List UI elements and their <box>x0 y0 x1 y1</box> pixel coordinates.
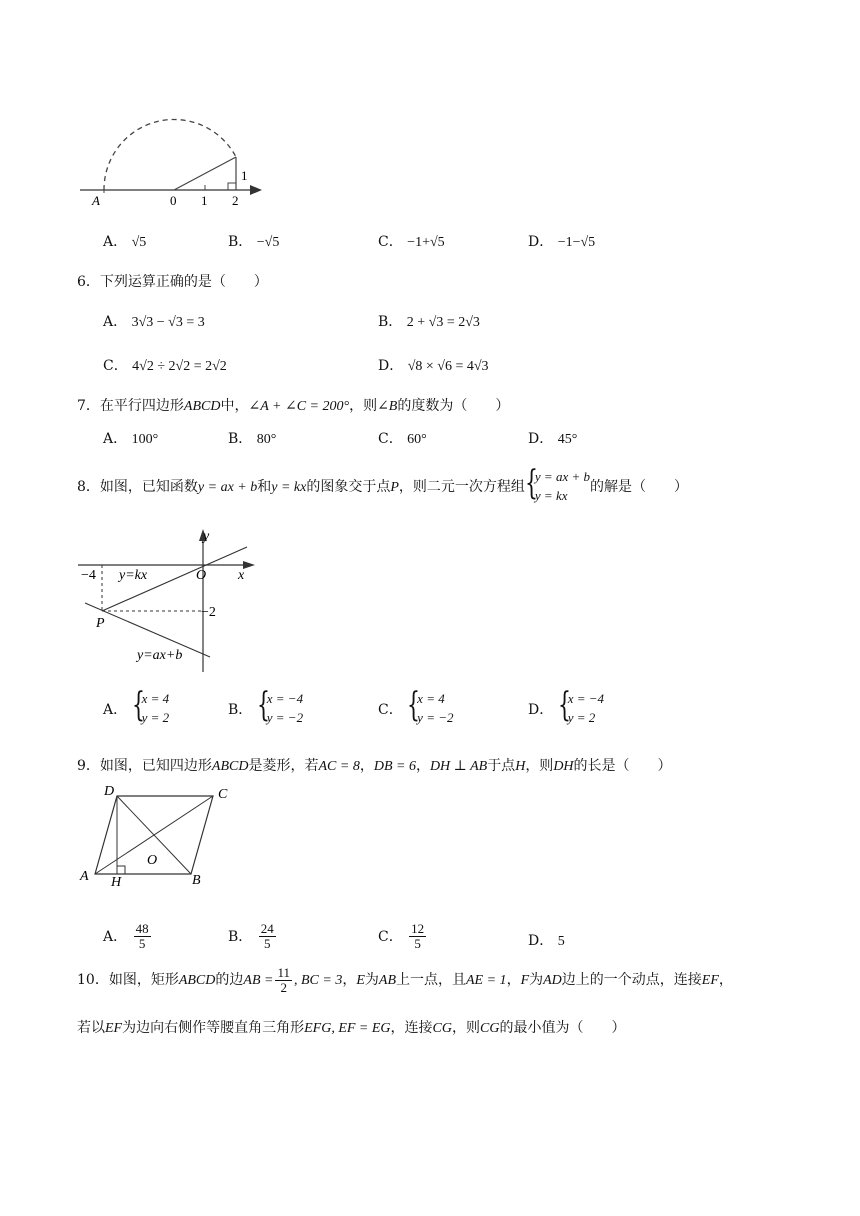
q8-option-b[interactable]: B． { x = −4 y = −2 <box>228 685 304 725</box>
q7-option-d[interactable]: D． 45° <box>528 431 578 447</box>
q6-option-d[interactable]: D． √8 × √6 = 4√3 <box>378 358 489 374</box>
label-d: D <box>104 784 115 799</box>
q7-option-b[interactable]: B． 80° <box>228 431 277 447</box>
q9-figure <box>75 780 245 888</box>
right-angle-mark <box>228 183 236 190</box>
q6-option-c[interactable]: C． 4√2 ÷ 2√2 = 2√2 <box>103 358 227 374</box>
q6-option-a[interactable]: A． 3√3 − √3 = 3 <box>103 314 205 330</box>
q9-option-d[interactable]: D． 5 <box>528 933 565 949</box>
fraction-11-2: $\frac{11}{2}$ <box>277 965 290 995</box>
label-neg4: −4 <box>81 568 96 583</box>
label-o: O <box>196 568 207 583</box>
label-neg2: −2 <box>201 605 216 620</box>
q7-stem: 7．在平行四边形ABCD中，∠A + ∠C = 200°，则∠B的度数为（ ） <box>77 398 510 414</box>
side-label-1: 1 <box>241 168 248 183</box>
q8-option-d[interactable]: D． { x = −4 y = 2 <box>528 685 605 725</box>
q5-option-c[interactable]: C． −1+√5 <box>378 234 445 250</box>
label-o: O <box>147 853 158 868</box>
q9-option-a[interactable]: A． $\frac{48}{5}$ <box>103 921 149 951</box>
label-y: y <box>203 529 210 544</box>
label-a: A <box>80 869 89 884</box>
q9-option-b[interactable]: B． $\frac{24}{5}$ <box>228 921 274 951</box>
q10-line2: 若以EF为边向右侧作等腰直角三角形EFG, EF = EG，连接CG，则CG的最小值为（ ） <box>77 1020 626 1036</box>
q6-stem: 6．下列运算正确的是（ ） <box>77 274 268 290</box>
q9-option-c[interactable]: C． $\frac{12}{5}$ <box>378 921 425 951</box>
dashed-arc <box>104 119 236 190</box>
q7-option-c[interactable]: C． 60° <box>378 431 427 447</box>
label-p: P <box>96 616 105 631</box>
q8-option-a[interactable]: A． { x = 4 y = 2 <box>103 685 170 725</box>
label-0: 0 <box>170 193 177 208</box>
label-x: x <box>238 568 245 583</box>
q8-stem: 8．如图，已知函数y = ax + b和y = kx的图象交于点P，则二元一次方程组 { y = ax + b y = kx 的解是（ ） <box>77 467 688 508</box>
right-angle-mark <box>117 866 125 874</box>
x-axis-arrow-icon <box>243 561 255 569</box>
q5-option-d[interactable]: D． −1−√5 <box>528 234 596 250</box>
label-line-kx: y=kx <box>119 568 148 583</box>
label-a: A <box>92 193 100 208</box>
q10-line1: 10．如图，矩形ABCD的边AB = $\frac{11}{2}$ , BC = 3，E为AB上一点，且AE = 1，F为AD边上的一个动点，连接EF， <box>77 965 733 995</box>
q6-option-b[interactable]: B． 2 + √3 = 2√3 <box>378 314 480 330</box>
q5-option-b[interactable]: B． −√5 <box>228 234 280 250</box>
q8-equation-system: { y = ax + b y = kx <box>524 463 590 504</box>
label-c: C <box>218 787 228 802</box>
label-b: B <box>192 873 201 888</box>
label-2: 2 <box>232 193 239 208</box>
q8-option-c[interactable]: C． { x = 4 y = −2 <box>378 685 454 725</box>
arrow-head-icon <box>250 185 262 195</box>
q8-figure <box>75 527 265 677</box>
q5-figure <box>70 105 280 215</box>
q9-stem: 9．如图，已知四边形ABCD是菱形，若AC = 8，DB = 6，DH ⊥ AB于点H，则DH的长是（ ） <box>77 758 672 774</box>
label-1: 1 <box>201 193 208 208</box>
label-line-ax-b: y=ax+b <box>137 648 183 663</box>
label-h: H <box>111 875 122 888</box>
q5-option-a[interactable]: A． √5 <box>103 234 147 250</box>
q7-option-a[interactable]: A． 100° <box>103 431 159 447</box>
